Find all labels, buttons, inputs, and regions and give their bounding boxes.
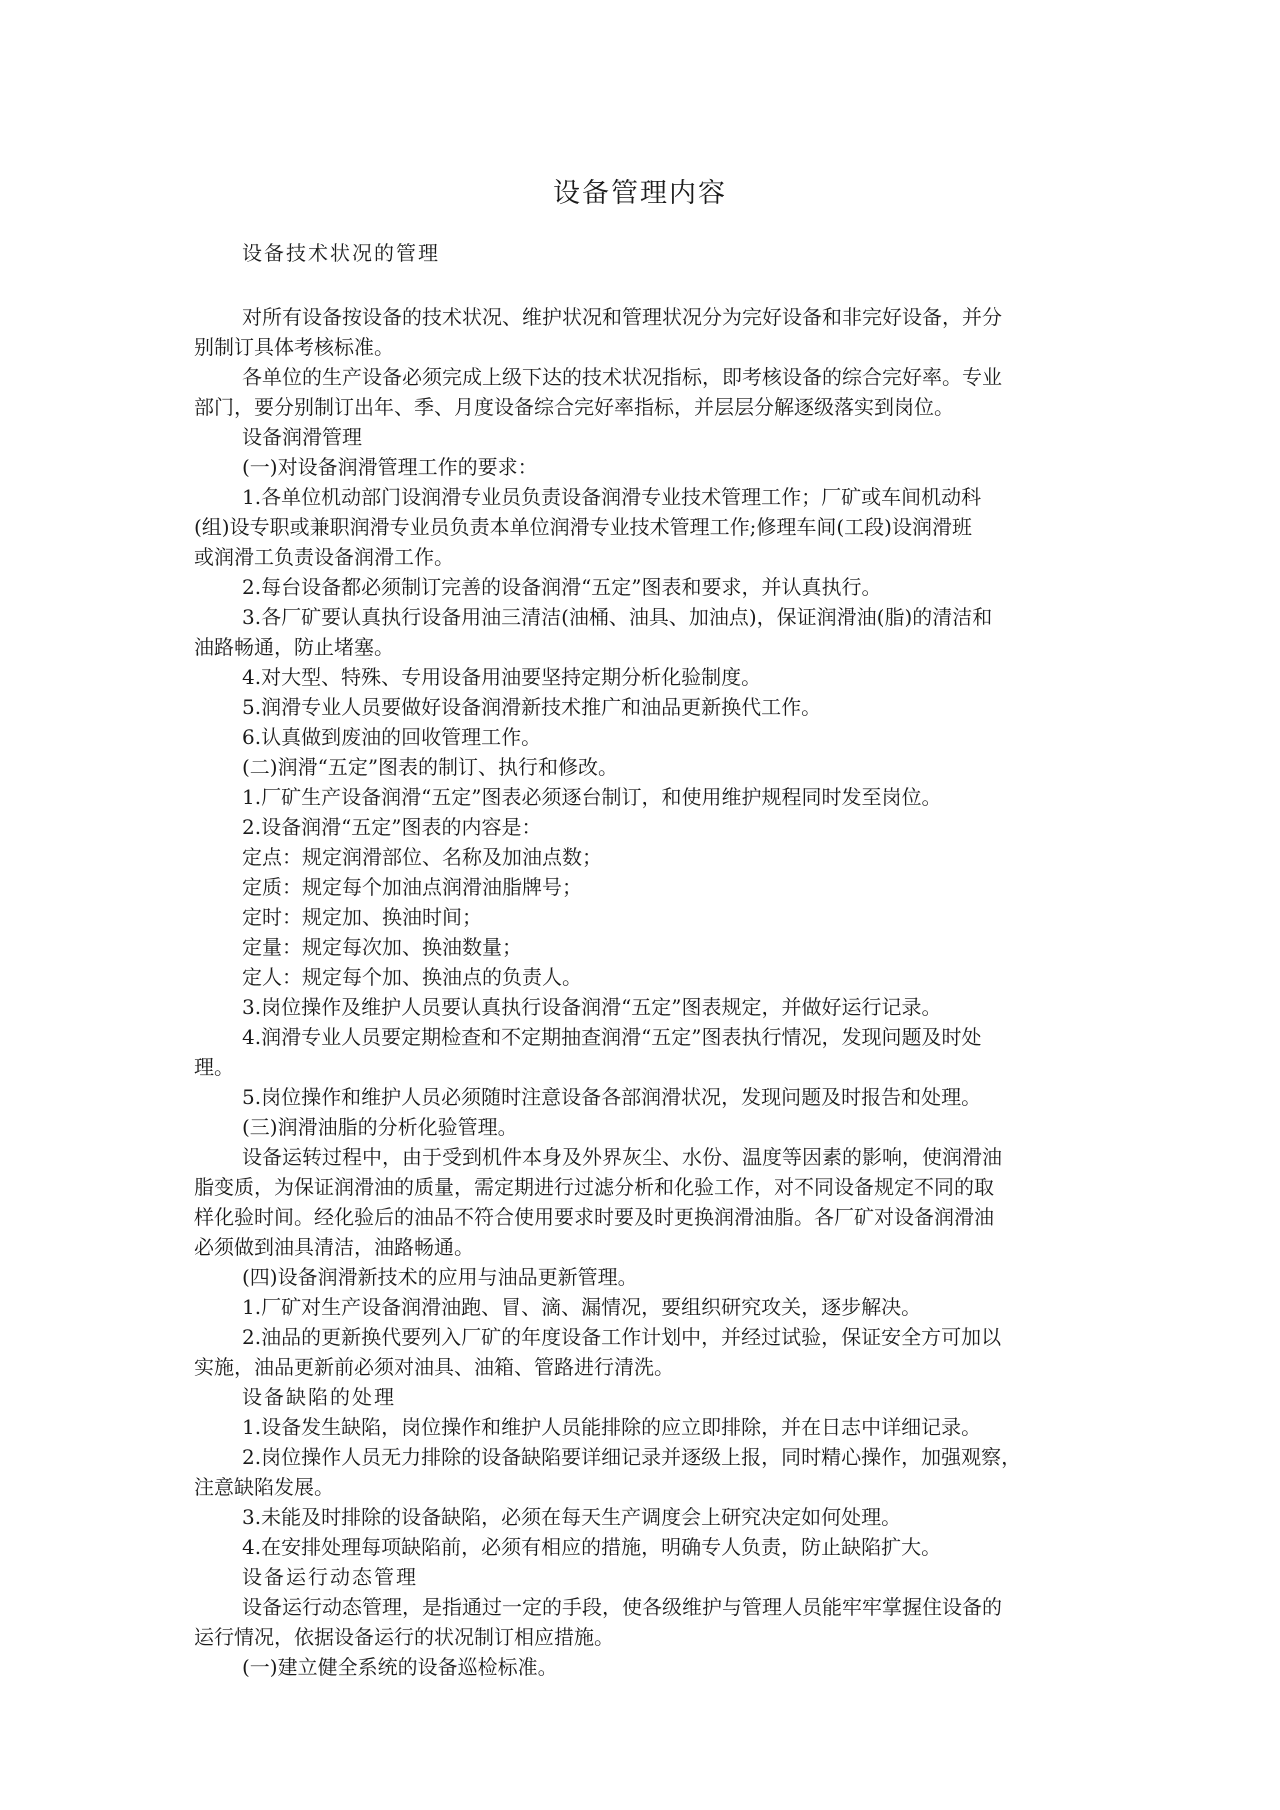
document-title: 设备管理内容 xyxy=(553,178,727,210)
subsection-heading: (四)设备润滑新技术的应用与油品更新管理。 xyxy=(242,1265,638,1289)
paragraph-line: 4.对大型、特殊、专用设备用油要坚持定期分析化验制度。 xyxy=(242,665,762,689)
paragraph-line: 4.在安排处理每项缺陷前，必须有相应的措施，明确专人负责，防止缺陷扩大。 xyxy=(242,1535,942,1559)
paragraph-line: 各单位的生产设备必须完成上级下达的技术状况指标，即考核设备的综合完好率。专业 xyxy=(242,365,1002,389)
section-heading-technical-status: 设备技术状况的管理 xyxy=(242,241,440,265)
paragraph-line: 定质：规定每个加油点润滑油脂牌号； xyxy=(242,875,582,899)
paragraph-line: 3.岗位操作及维护人员要认真执行设备润滑“五定”图表规定，并做好运行记录。 xyxy=(242,995,942,1019)
paragraph-line: 3.各厂矿要认真执行设备用油三清洁(油桶、油具、加油点)，保证润滑油(脂)的清洁和 xyxy=(242,605,993,629)
paragraph-line: (组)设专职或兼职润滑专业员负责本单位润滑专业技术管理工作;修理车间(工段)设润滑班 xyxy=(194,515,972,539)
paragraph-line: 对所有设备按设备的技术状况、维护状况和管理状况分为完好设备和非完好设备，并分 xyxy=(242,305,1002,329)
paragraph-line: 6.认真做到废油的回收管理工作。 xyxy=(242,725,542,749)
paragraph-line: 必须做到油具清洁，油路畅通。 xyxy=(194,1235,474,1259)
paragraph-line: 定点：规定润滑部位、名称及加油点数； xyxy=(242,845,602,869)
paragraph-line: 注意缺陷发展。 xyxy=(194,1475,334,1499)
section-heading-lubrication: 设备润滑管理 xyxy=(242,425,362,449)
paragraph-line: 1.厂矿对生产设备润滑油跑、冒、滴、漏情况，要组织研究攻关，逐步解决。 xyxy=(242,1295,922,1319)
paragraph-line: 2.油品的更新换代要列入厂矿的年度设备工作计划中，并经过试验，保证安全方可加以 xyxy=(242,1325,1002,1349)
paragraph-line: 4.润滑专业人员要定期检查和不定期抽查润滑“五定”图表执行情况，发现问题及时处 xyxy=(242,1025,982,1049)
paragraph-line: 脂变质，为保证润滑油的质量，需定期进行过滤分析和化验工作，对不同设备规定不同的取 xyxy=(194,1175,994,1199)
paragraph-line: 2.岗位操作人员无力排除的设备缺陷要详细记录并逐级上报，同时精心操作，加强观察， xyxy=(242,1445,1022,1469)
paragraph-line: 别制订具体考核标准。 xyxy=(194,335,394,359)
subsection-heading: (二)润滑“五定”图表的制订、执行和修改。 xyxy=(242,755,619,779)
paragraph-line: 样化验时间。经化验后的油品不符合使用要求时要及时更换润滑油脂。各厂矿对设备润滑油 xyxy=(194,1205,994,1229)
paragraph-line: 运行情况，依据设备运行的状况制订相应措施。 xyxy=(194,1625,614,1649)
paragraph-line: 设备运转过程中，由于受到机件本身及外界灰尘、水份、温度等因素的影响，使润滑油 xyxy=(242,1145,1002,1169)
paragraph-line: 定时：规定加、换油时间； xyxy=(242,905,482,929)
paragraph-line: 3.未能及时排除的设备缺陷，必须在每天生产调度会上研究决定如何处理。 xyxy=(242,1505,902,1529)
paragraph-line: 定量：规定每次加、换油数量； xyxy=(242,935,522,959)
paragraph-line: 5.岗位操作和维护人员必须随时注意设备各部润滑状况，发现问题及时报告和处理。 xyxy=(242,1085,982,1109)
section-heading-defects: 设备缺陷的处理 xyxy=(242,1385,396,1409)
paragraph-line: 1.各单位机动部门设润滑专业员负责设备润滑专业技术管理工作；厂矿或车间机动科 xyxy=(242,485,982,509)
paragraph-line: 5.润滑专业人员要做好设备润滑新技术推广和油品更新换代工作。 xyxy=(242,695,822,719)
section-heading-operation-dynamics: 设备运行动态管理 xyxy=(242,1565,418,1589)
paragraph-line: 理。 xyxy=(194,1055,234,1079)
paragraph-line: 部门，要分别制订出年、季、月度设备综合完好率指标，并层层分解逐级落实到岗位。 xyxy=(194,395,954,419)
paragraph-line: 定人：规定每个加、换油点的负责人。 xyxy=(242,965,582,989)
paragraph-line: 2.每台设备都必须制订完善的设备润滑“五定”图表和要求，并认真执行。 xyxy=(242,575,882,599)
paragraph-line: 1.设备发生缺陷，岗位操作和维护人员能排除的应立即排除，并在日志中详细记录。 xyxy=(242,1415,982,1439)
paragraph-line: 设备运行动态管理，是指通过一定的手段，使各级维护与管理人员能牢牢掌握住设备的 xyxy=(242,1595,1002,1619)
paragraph-line: 2.设备润滑“五定”图表的内容是： xyxy=(242,815,542,839)
paragraph-line: 或润滑工负责设备润滑工作。 xyxy=(194,545,454,569)
paragraph-line: 1.厂矿生产设备润滑“五定”图表必须逐台制订，和使用维护规程同时发至岗位。 xyxy=(242,785,942,809)
paragraph-line: 油路畅通，防止堵塞。 xyxy=(194,635,394,659)
subsection-heading: (一)对设备润滑管理工作的要求： xyxy=(242,455,538,479)
subsection-heading: (一)建立健全系统的设备巡检标准。 xyxy=(242,1655,558,1679)
subsection-heading: (三)润滑油脂的分析化验管理。 xyxy=(242,1115,518,1139)
paragraph-line: 实施，油品更新前必须对油具、油箱、管路进行清洗。 xyxy=(194,1355,674,1379)
